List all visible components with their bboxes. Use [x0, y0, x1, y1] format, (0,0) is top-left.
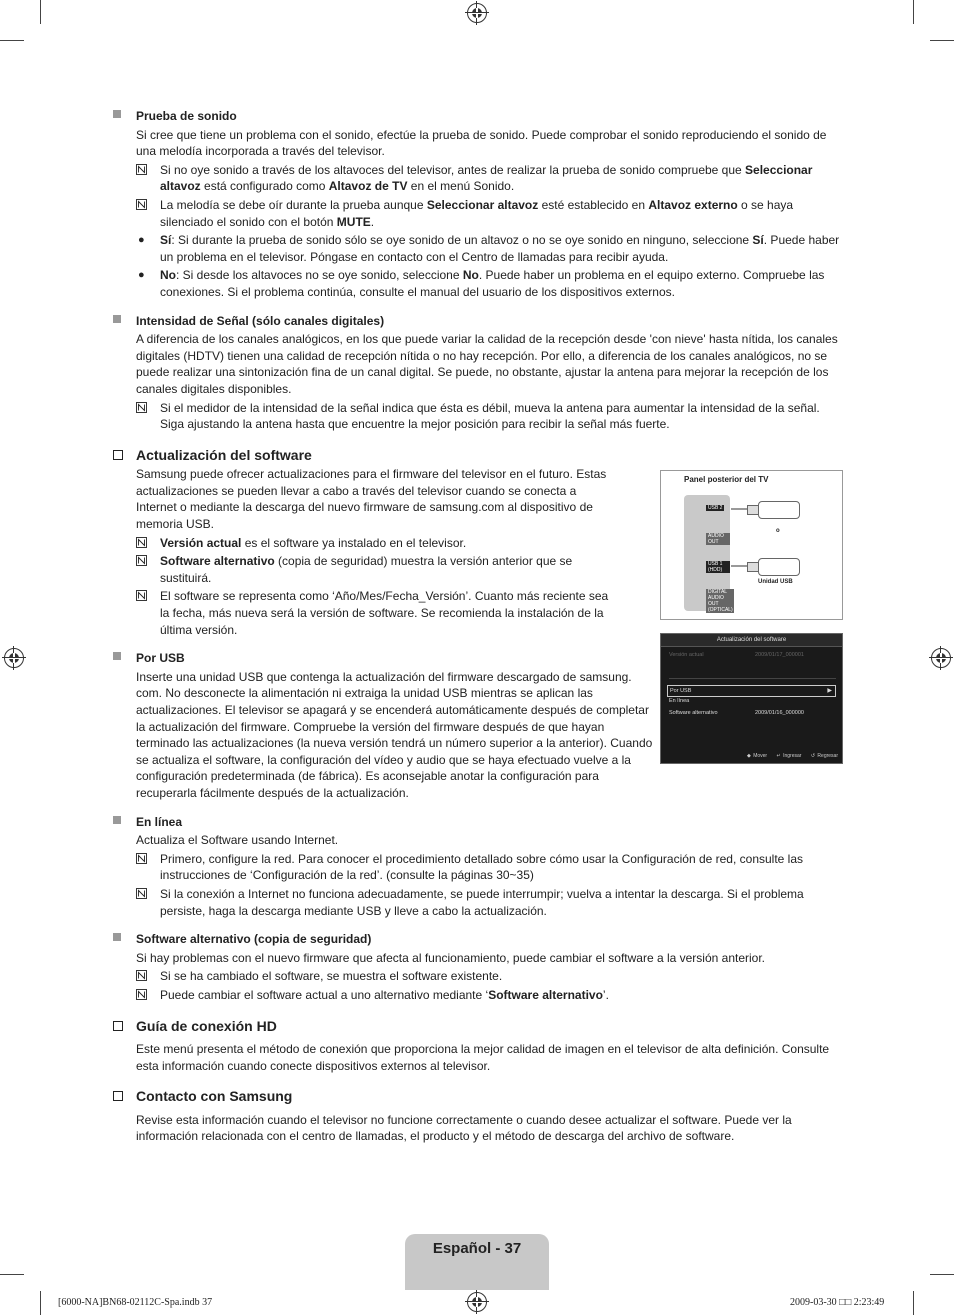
subsection-title: Intensidad de Señal (sólo canales digitales) — [136, 313, 385, 328]
note-icon — [136, 555, 147, 566]
figure-caption: Panel posterior del TV — [684, 475, 769, 484]
section-title: Contacto con Samsung — [136, 1088, 293, 1105]
crop-mark — [0, 40, 24, 41]
nav-enter-icon: ↵ — [776, 753, 781, 759]
note: Si el medidor de la intensidad de la señal indica que ésta es débil, mueva la antena para aumentar la intensidad de la señal. Siga ajustando la antena hasta que encuentre la mejor posición para recibir la señal más fuerte. — [136, 400, 843, 433]
note-icon — [136, 402, 147, 413]
section-title: Guía de conexión HD — [136, 1017, 277, 1034]
port-audio-label: AUDIO OUT — [706, 533, 730, 545]
note-icon — [136, 164, 147, 175]
footer-timestamp: 2009-03-30 □□ 2:23:49 — [790, 1297, 885, 1308]
subsection-linea — [113, 814, 843, 831]
registration-mark-icon — [467, 1292, 487, 1312]
port-usb1-label: USB 1 (HDD) — [706, 561, 730, 573]
usb-drive-icon — [758, 501, 800, 519]
bullet-dot-icon: ● — [138, 234, 145, 247]
registration-mark-icon — [467, 3, 487, 23]
crop-mark — [40, 0, 41, 24]
paragraph: Inserte una unidad USB que contenga la actualización del firmware descargado de samsung. com. No desconecte la alimentación ni extraiga la unidad USB mientras se aplican las actualizaciones. El televisor se apagará y se encenderá automáticamente después de completar la actualización del firmware. Compruebe la versión del firmware después de que hayan terminado las actualizaciones (la nueva versión tendrá un número superior a la anterior). Cuando se actualiza el software, la configuración del vídeo y audio que se haya efectuado vuelve a la configuración predeterminada (de fábrica). Es aconsejable anotar la configuración para recuperarla fácilmente después de la actualización. — [136, 669, 653, 800]
note-icon — [136, 853, 147, 864]
checkbox-bullet-icon — [113, 1091, 123, 1101]
square-bullet-icon — [113, 110, 121, 118]
subsection-prueba — [113, 108, 843, 125]
menu-item-software-alternativo[interactable]: Software alternativo 2009/01/16_000000 — [669, 710, 804, 716]
bullet-item: ● No: Si desde los altavoces no se oye sonido, seleccione No. Puede haber un problema en el equipo externo. Compruebe las conexiones. Si el problema continúa, consulte el manual del usuario de los dispositivos externos. — [138, 268, 825, 299]
port-usb2-label: USB 2 — [708, 505, 723, 511]
nav-return-icon: ↺ — [810, 753, 816, 759]
section-actualizacion — [113, 447, 843, 465]
arrow-right-icon: ▶ — [827, 688, 832, 694]
note: Si se ha cambiado el software, se muestra el software existente. — [136, 968, 843, 985]
note: La melodía se debe oír durante la prueba aunque Seleccionar altavoz esté establecido en Altavoz externo o se haya silenciado el sonido con el botón MUTE. — [136, 197, 843, 230]
square-bullet-icon — [113, 816, 121, 824]
square-bullet-icon — [113, 652, 121, 660]
checkbox-bullet-icon — [113, 1021, 123, 1031]
menu-row-current-version: Versión actual 2009/01/17_000001 — [669, 652, 804, 658]
usb-drive-icon — [758, 558, 800, 576]
paragraph: Si hay problemas con el nuevo firmware que afecta al funcionamiento, puede cambiar el software a la versión anterior. — [136, 950, 766, 965]
note-icon — [136, 590, 147, 601]
footer-file-info: [6000-NA]BN68-02112C-Spa.indb 37 — [58, 1297, 213, 1308]
square-bullet-icon — [113, 315, 121, 323]
note: El software se representa como ‘Año/Mes/Fecha_Versión’. Cuanto más reciente sea la fecha, más nueva será la versión de software. Se recomienda la instalación de la última versión. — [136, 588, 618, 638]
port-digital-label: DIGITAL AUDIO OUT (OPTICAL) — [708, 589, 733, 613]
bullet-dot-icon: ● — [138, 269, 145, 282]
section-title: Actualización del software — [136, 446, 312, 463]
note-icon — [136, 199, 147, 210]
section-guia — [113, 1018, 843, 1036]
subsection-title: Por USB — [136, 651, 185, 666]
or-label: o — [776, 528, 780, 534]
software-update-menu-figure — [660, 633, 843, 764]
crop-mark — [913, 0, 914, 24]
note: Versión actual es el software ya instalado en el televisor. — [136, 535, 618, 552]
note: Si la conexión a Internet no funciona adecuadamente, se puede interrumpir; vuelva a intentar la descarga. Si el problema persiste, haga la descarga mediante USB y lleve a cabo la actualización. — [136, 886, 843, 919]
menu-item-en-linea[interactable]: En línea — [669, 698, 690, 704]
paragraph: Revise esta información cuando el televisor no funcione correctamente o cuando desee actualizar el software. Puede ver la información relacionada con el centro de llamadas, el producto y el método de descarga del archivo de software. — [136, 1112, 792, 1144]
crop-mark — [913, 1291, 914, 1315]
crop-mark — [40, 1291, 41, 1315]
subsection-title: En línea — [136, 814, 183, 829]
rear-panel-figure — [660, 470, 843, 620]
note: Software alternativo (copia de seguridad) muestra la versión anterior que se sustituirá. — [136, 553, 618, 586]
page-number: Español - 37 — [432, 1240, 522, 1257]
paragraph: Si cree que tiene un problema con el sonido, efectúe la prueba de sonido. Puede comprobar el sonido reproduciendo el sonido de una melodía incorporada a través del televisor. — [136, 127, 827, 159]
subsection-intensidad — [113, 313, 843, 330]
square-bullet-icon — [113, 933, 121, 941]
note-icon — [136, 537, 147, 548]
note: Primero, configure la red. Para conocer el procedimiento detallado sobre cómo usar la Configuración de red, consulte las instrucciones de ‘Configuración de la red’. (consulte la páginas 30~35) — [136, 851, 843, 884]
menu-title: Actualización del software — [661, 634, 842, 647]
nav-move-icon: ◆ — [746, 753, 751, 759]
paragraph: Este menú presenta el método de conexión que proporciona la mejor calidad de imagen en el televisor de alta definición. Consulte esta información cuando conecte dispositivos externos al televisor. — [136, 1042, 830, 1073]
main-content — [113, 108, 843, 1145]
subsection-title: Prueba de sonido — [136, 109, 237, 123]
checkbox-bullet-icon — [113, 450, 123, 460]
subsection-title: Software alternativo (copia de seguridad) — [136, 932, 372, 947]
menu-nav-hints: ◆ Mover ↵ Ingresar ↺ Regresar — [746, 753, 838, 759]
note: Si no oye sonido a través de los altavoces del televisor, antes de realizar la prueba de sonido compruebe que Seleccionar altavoz está configurado como Altavoz de TV en el menú Sonido. — [136, 162, 843, 195]
note-icon — [136, 888, 147, 899]
note: Puede cambiar el software actual a uno alternativo mediante ‘Software alternativo’. — [136, 987, 843, 1004]
crop-mark — [930, 1274, 954, 1275]
note-icon — [136, 970, 147, 981]
paragraph: A diferencia de los canales analógicos, en los que puede variar la calidad de la recepción desde 'con nieve' hasta nítida, los canales digitales (HDTV) tienen una calidad de recepción nítida o no hay recepción. Por ello, a diferencia de los canales analógicos, no se puede realizar una sintonización fina de un canal digital. Se puede, no obstante, ajustar la antena para mejorar la recepción de los canales digitales disponibles. — [136, 332, 838, 396]
menu-separator — [669, 678, 836, 679]
crop-mark — [0, 1274, 24, 1275]
usb-connection-lines — [661, 471, 842, 619]
usb-drive-label: Unidad USB — [758, 579, 793, 585]
page-number-badge — [405, 1234, 549, 1290]
note-icon — [136, 989, 147, 1000]
paragraph: Samsung puede ofrecer actualizaciones para el firmware del televisor en el futuro. Estas actualizaciones se pueden llevar a cabo a través del televisor cuando se conecta a Internet o mediante la descarga del nuevo firmware de samsung.com al dispositivo de memoria USB. — [136, 467, 607, 532]
bullet-item: ● Sí: Si durante la prueba de sonido sólo se oye sonido de un altavoz o no se oye sonido en ninguno, seleccione Sí. Puede haber un problema en el televisor. Póngase en contacto con el Centro de llamadas para recibir ayuda. — [138, 233, 840, 264]
paragraph: Actualiza el Software usando Internet. — [136, 833, 339, 848]
menu-item-por-usb[interactable]: Por USB ▶ — [667, 685, 836, 697]
section-contacto — [113, 1088, 843, 1106]
subsection-alternativo — [113, 931, 843, 948]
registration-mark-icon — [931, 648, 951, 668]
crop-mark — [930, 40, 954, 41]
registration-mark-icon — [4, 648, 24, 668]
